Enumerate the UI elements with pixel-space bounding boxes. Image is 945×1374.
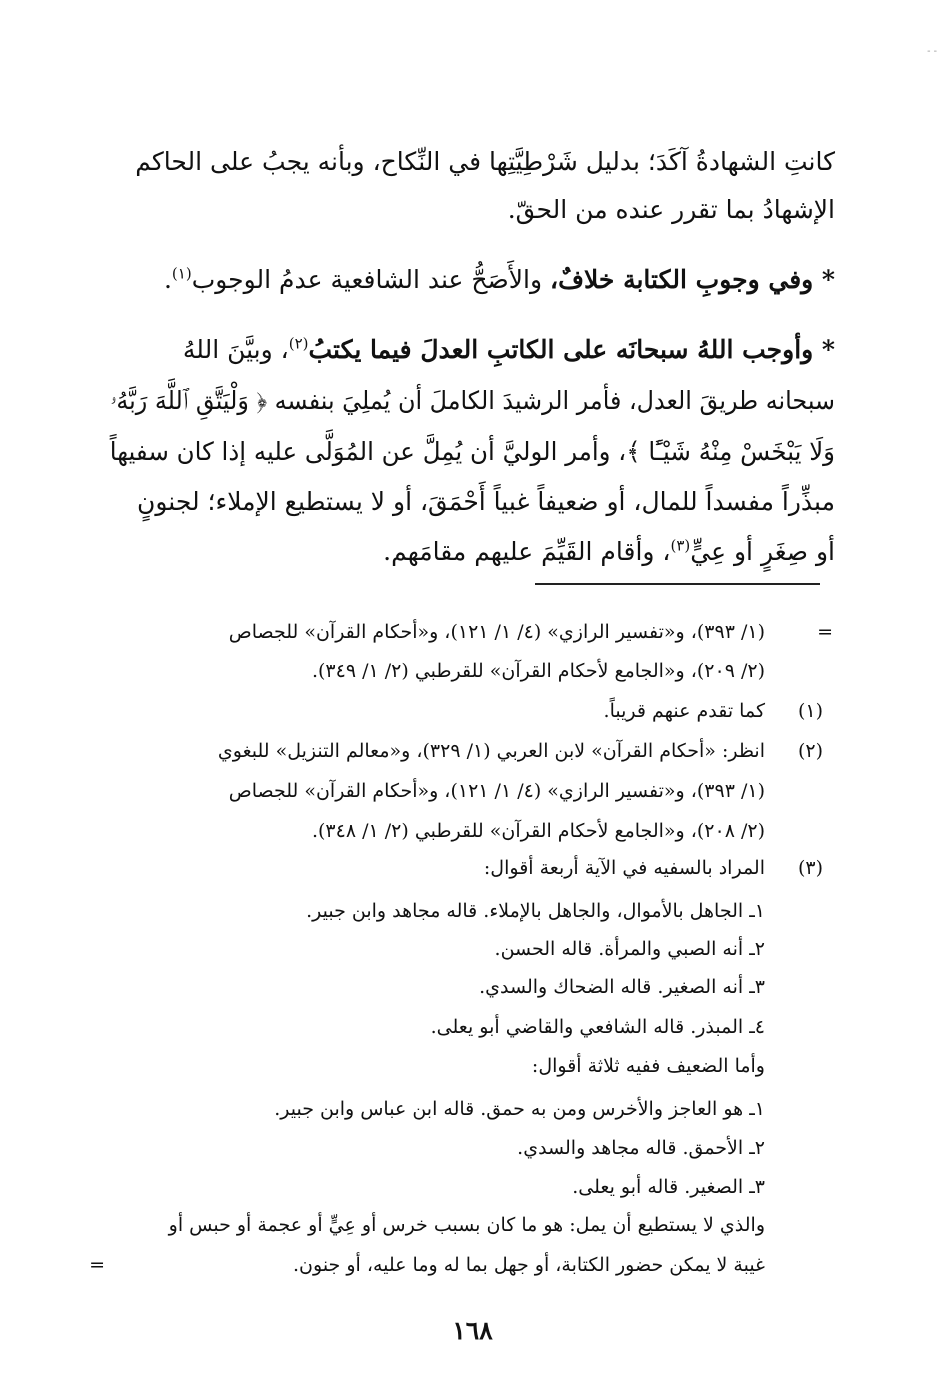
continuation-mark-end: = bbox=[89, 1254, 105, 1276]
footnote-continuation-line-1: (١/ ٣٩٣)، و«تفسير الرازي» (٤/ ١/ ١٢١)، و«أحكام القرآن» للجصاص bbox=[228, 621, 765, 643]
list-item: ١ـ الجاهل بالأموال، والجاهل بالإملاء. قاله مجاهد وابن جبير. bbox=[306, 900, 765, 922]
main-paragraph-3-line-5 bbox=[110, 532, 835, 572]
p2-text: والأَصَحُّ عند الشافعية عدمُ الوجوب bbox=[191, 265, 551, 294]
main-paragraph-3-line-4: مبذِّراً مفسداً للمال، أو ضعيفاً غبياً أَحْمَقَ، أو لا يستطيع الإملاء؛ لجنونٍ bbox=[137, 487, 835, 516]
footnote-2-line-3: (٢/ ٢٠٨)، و«الجامع لأحكام القرآن» للقرطبي (٢/ ١/ ٣٤٨). bbox=[311, 820, 765, 842]
list-item: ١ـ هو العاجز والأخرس ومن به حمق. قاله ابن عباس وابن جبير. bbox=[274, 1098, 765, 1120]
p3-line5-a: أو صِغَرٍ أو عِيٍّ bbox=[690, 537, 835, 566]
footnote-2-line-1: انظر: «أحكام القرآن» لابن العربي (١/ ٣٢٩)، و«معالم التنزيل» للبغوي bbox=[217, 740, 765, 762]
main-paragraph-3-line-3: وَلَا يَبْخَسْ مِنْهُ شَيْـًٔا ﴾، وأمر الوليَّ أن يُمِلَّ عن المُوَلَّى عليه إذا كان سفيهاً bbox=[109, 437, 835, 466]
p3-line5-b: ، وأقام القَيِّمَ عليهم مقامَهم. bbox=[383, 537, 671, 566]
footnote-separator bbox=[535, 583, 820, 585]
p2-end: . bbox=[163, 265, 172, 294]
footnote-ref-2: (٢) bbox=[288, 334, 309, 353]
footnote-2-number: (٢) bbox=[797, 740, 823, 762]
footnote-ref-1: (١) bbox=[171, 264, 192, 283]
main-paragraph-1-line-1: كانتِ الشهادةُ آكَدَ؛ بدليل شَرْطِيَّتِها في النِّكاح، وبأنه يجبُ على الحاكم bbox=[135, 147, 835, 176]
adl-heading: * وأوجب اللهُ سبحانَه على الكاتبِ العدلَ فيما يكتبُ bbox=[308, 335, 835, 364]
footnote-1-number: (١) bbox=[797, 700, 823, 722]
list-item: ٣ـ أنه الصغير. قاله الضحاك والسدي. bbox=[479, 976, 765, 998]
footnote-continuation-line-2: (٢/ ٢٠٩)، و«الجامع لأحكام القرآن» للقرطبي (٢/ ١/ ٣٤٩). bbox=[311, 660, 765, 682]
list-item: ٣ـ الصغير. قاله أبو يعلى. bbox=[572, 1176, 765, 1198]
footnote-3-number: (٣) bbox=[797, 857, 823, 879]
footnote-3-intro: المراد بالسفيه في الآية أربعة أقوال: bbox=[483, 857, 765, 879]
main-paragraph-1-line-2: الإشهادُ بما تقرر عنده من الحقّ. bbox=[507, 195, 835, 224]
page-number: ١٦٨ bbox=[452, 1316, 493, 1345]
continuation-mark: = bbox=[817, 621, 833, 643]
main-paragraph-3-line-2: سبحانه طريقَ العدل، فأمر الرشيدَ الكاملَ أن يُملِيَ بنفسه ﴿ وَلْيَتَّقِ ٱللَّهَ رَبَّهُۥ bbox=[110, 386, 836, 415]
scan-mark: - - bbox=[927, 46, 937, 57]
footnote-3-weak-intro: وأما الضعيف ففيه ثلاثة أقوال: bbox=[531, 1055, 765, 1077]
p3-text: ، وبيَّنَ اللهُ bbox=[182, 335, 289, 364]
footnote-3-last-line-1: والذي لا يستطيع أن يمل: هو ما كان بسبب خرس أو عِيٍّ أو عجمة أو حبس أو bbox=[168, 1214, 765, 1236]
footnote-ref-3: (٣) bbox=[670, 536, 691, 555]
footnote-2-line-2: (١/ ٣٩٣)، و«تفسير الرازي» (٤/ ١/ ١٢١)، و«أحكام القرآن» للجصاص bbox=[228, 780, 765, 802]
list-item: ٤ـ المبذر. قاله الشافعي والقاضي أبو يعلى. bbox=[430, 1016, 765, 1038]
main-paragraph-2 bbox=[110, 260, 835, 300]
footnote-1-text: كما تقدم عنهم قريباً. bbox=[603, 700, 765, 722]
wujub-kitaba-heading: * وفي وجوبِ الكتابة خلافٌ، bbox=[550, 265, 835, 294]
main-paragraph-3-line-1 bbox=[110, 330, 835, 370]
footnote-3-last-line-2: غيبة لا يمكن حضور الكتابة، أو جهل بما له وما عليه، أو جنون. bbox=[293, 1254, 765, 1276]
list-item: ٢ـ الأحمق. قاله مجاهد والسدي. bbox=[517, 1137, 765, 1159]
list-item: ٢ـ أنه الصبي والمرأة. قاله الحسن. bbox=[494, 938, 765, 960]
